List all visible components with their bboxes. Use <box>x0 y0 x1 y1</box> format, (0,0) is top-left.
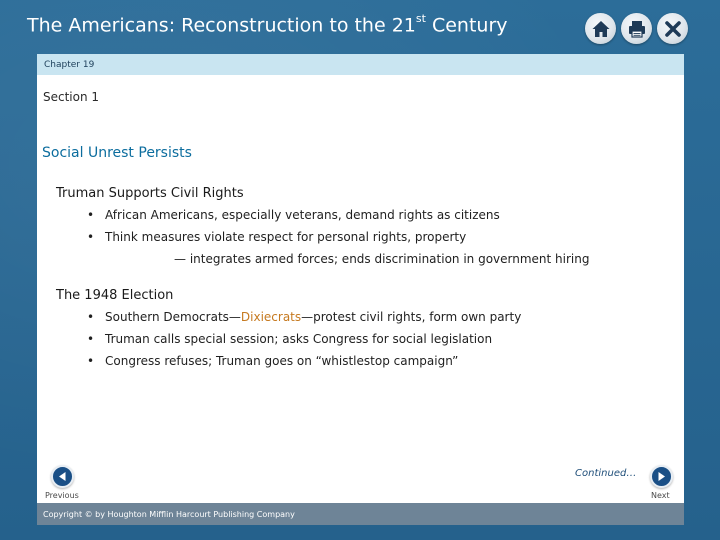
section-label: Section 1 <box>43 90 100 104</box>
bullet-text: African Americans, especially veterans, demand rights as citizens <box>105 208 500 222</box>
arrow-right-icon <box>656 471 667 482</box>
bullet-item <box>87 208 500 222</box>
bullet-text-post: —protest civil rights, form own party <box>301 310 522 324</box>
bullet-item <box>87 310 521 324</box>
chapter-bar <box>37 54 684 75</box>
term-dixiecrats: Dixiecrats <box>240 310 302 324</box>
bullet-item <box>87 354 458 368</box>
arrow-left-icon <box>57 471 68 482</box>
close-icon[interactable] <box>657 13 688 44</box>
subhead-1948-election: The 1948 Election <box>56 288 174 303</box>
copyright-text: Copyright © by Houghton Mifflin Harcourt Publishing Company <box>43 510 295 519</box>
subhead-truman-civil-rights: Truman Supports Civil Rights <box>56 186 244 201</box>
title-main: The Americans: Reconstruction to the 21 <box>27 14 416 37</box>
footer-bar <box>37 503 684 525</box>
title-end: Century <box>425 14 508 37</box>
bullet-dot: • <box>87 310 95 324</box>
chapter-label: Chapter 19 <box>44 60 95 70</box>
next-label[interactable]: Next <box>651 491 670 500</box>
bullet-item <box>87 332 492 346</box>
bullet-dot: • <box>87 332 95 346</box>
slide-heading: Social Unrest Persists <box>42 145 192 161</box>
bullet-dot: • <box>87 230 95 244</box>
bullet-text-pre: Southern Democrats— <box>105 310 241 324</box>
bullet-text: Congress refuses; Truman goes on “whistlestop campaign” <box>105 354 459 368</box>
previous-label[interactable]: Previous <box>45 491 79 500</box>
bullet-dot: • <box>87 208 95 222</box>
bullet-item <box>87 230 466 244</box>
previous-button[interactable] <box>51 465 74 488</box>
slide-content <box>37 75 684 503</box>
title-superscript: st <box>415 12 426 25</box>
bullet-dot: • <box>87 354 95 368</box>
next-button[interactable] <box>650 465 673 488</box>
print-icon[interactable] <box>621 13 652 44</box>
sub-bullet-text: — integrates armed forces; ends discrimination in government hiring <box>174 252 590 266</box>
continued-label: Continued… <box>575 468 637 479</box>
home-icon[interactable] <box>585 13 616 44</box>
bullet-text: Think measures violate respect for personal rights, property <box>105 230 467 244</box>
bullet-text: Truman calls special session; asks Congress for social legislation <box>105 332 493 346</box>
app-title <box>27 14 508 36</box>
